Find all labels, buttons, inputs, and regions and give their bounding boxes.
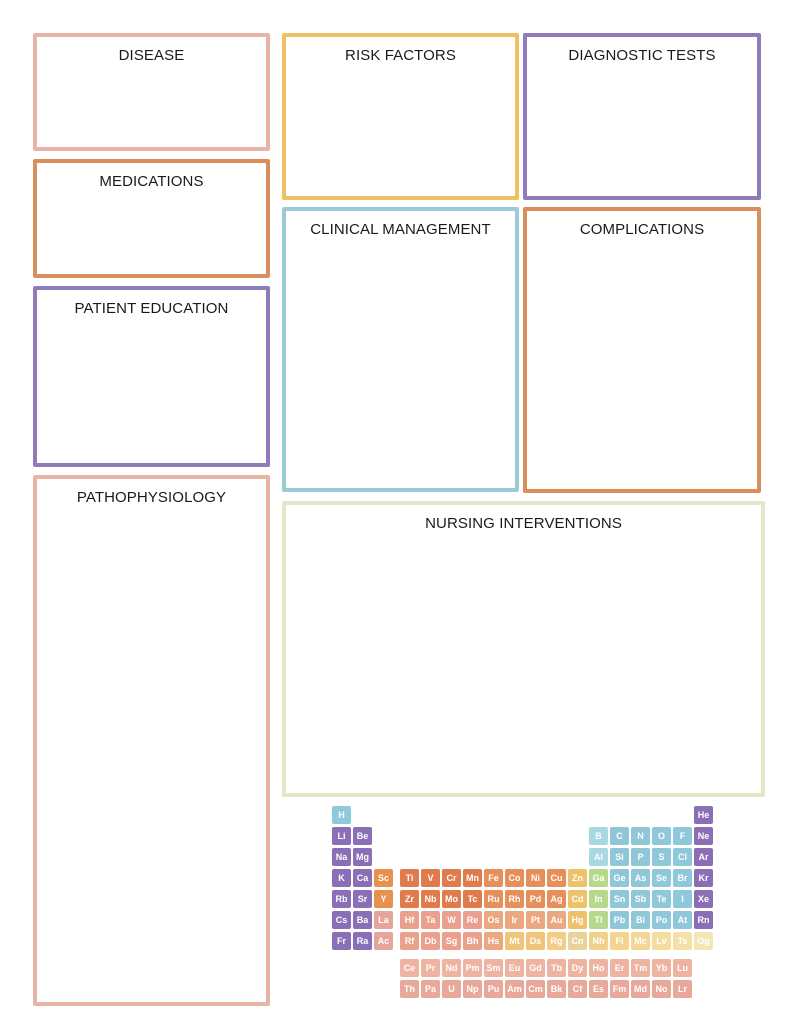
element-cell-at: At bbox=[673, 911, 692, 929]
element-cell-as: As bbox=[631, 869, 650, 887]
element-cell-lv: Lv bbox=[652, 932, 671, 950]
element-cell-o: O bbox=[652, 827, 671, 845]
element-cell-in: In bbox=[589, 890, 608, 908]
element-cell-cf: Cf bbox=[568, 980, 587, 998]
element-cell-rn: Rn bbox=[694, 911, 713, 929]
element-cell-np: Np bbox=[463, 980, 482, 998]
element-cell-md: Md bbox=[631, 980, 650, 998]
element-cell-br: Br bbox=[673, 869, 692, 887]
element-cell-ge: Ge bbox=[610, 869, 629, 887]
element-cell-mc: Mc bbox=[631, 932, 650, 950]
element-cell-os: Os bbox=[484, 911, 503, 929]
element-cell-he: He bbox=[694, 806, 713, 824]
element-cell-rf: Rf bbox=[400, 932, 419, 950]
element-cell-se: Se bbox=[652, 869, 671, 887]
element-cell-db: Db bbox=[421, 932, 440, 950]
element-cell-rb: Rb bbox=[332, 890, 351, 908]
element-cell-tb: Tb bbox=[547, 959, 566, 977]
element-cell-co: Co bbox=[505, 869, 524, 887]
element-cell-xe: Xe bbox=[694, 890, 713, 908]
element-cell-sr: Sr bbox=[353, 890, 372, 908]
diagnostic-tests-box bbox=[523, 33, 761, 200]
element-cell-rh: Rh bbox=[505, 890, 524, 908]
element-cell-ar: Ar bbox=[694, 848, 713, 866]
element-cell-ra: Ra bbox=[353, 932, 372, 950]
element-cell-tl: Tl bbox=[589, 911, 608, 929]
element-cell-sb: Sb bbox=[631, 890, 650, 908]
element-cell-nb: Nb bbox=[421, 890, 440, 908]
element-cell-lu: Lu bbox=[673, 959, 692, 977]
element-cell-b: B bbox=[589, 827, 608, 845]
risk-factors-heading: RISK FACTORS bbox=[345, 47, 456, 64]
element-cell-u: U bbox=[442, 980, 461, 998]
element-cell-fe: Fe bbox=[484, 869, 503, 887]
element-cell-th: Th bbox=[400, 980, 419, 998]
medications-box bbox=[33, 159, 270, 278]
element-cell-ne: Ne bbox=[694, 827, 713, 845]
element-cell-be: Be bbox=[353, 827, 372, 845]
element-cell-no: No bbox=[652, 980, 671, 998]
element-cell-hf: Hf bbox=[400, 911, 419, 929]
element-cell-es: Es bbox=[589, 980, 608, 998]
diagnostic-tests-heading: DIAGNOSTIC TESTS bbox=[568, 47, 716, 64]
element-cell-ta: Ta bbox=[421, 911, 440, 929]
element-cell-tm: Tm bbox=[631, 959, 650, 977]
element-cell-fr: Fr bbox=[332, 932, 351, 950]
element-cell-cn: Cn bbox=[568, 932, 587, 950]
element-cell-v: V bbox=[421, 869, 440, 887]
complications-heading: COMPLICATIONS bbox=[579, 221, 705, 238]
element-cell-bi: Bi bbox=[631, 911, 650, 929]
element-cell-zn: Zn bbox=[568, 869, 587, 887]
element-cell-mt: Mt bbox=[505, 932, 524, 950]
element-cell-er: Er bbox=[610, 959, 629, 977]
clinical-management-heading: CLINICAL MANAGEMENT bbox=[310, 221, 491, 238]
element-cell-cr: Cr bbox=[442, 869, 461, 887]
element-cell-nd: Nd bbox=[442, 959, 461, 977]
pathophysiology-box bbox=[33, 475, 270, 1006]
element-cell-am: Am bbox=[505, 980, 524, 998]
element-cell-ac: Ac bbox=[374, 932, 393, 950]
element-cell-sg: Sg bbox=[442, 932, 461, 950]
element-cell-cd: Cd bbox=[568, 890, 587, 908]
disease-heading: DISEASE bbox=[118, 47, 185, 64]
element-cell-mo: Mo bbox=[442, 890, 461, 908]
element-cell-fm: Fm bbox=[610, 980, 629, 998]
element-cell-hs: Hs bbox=[484, 932, 503, 950]
nursing-interventions-heading: NURSING INTERVENTIONS bbox=[425, 515, 622, 532]
element-cell-pd: Pd bbox=[526, 890, 545, 908]
risk-factors-box bbox=[282, 33, 519, 200]
element-cell-po: Po bbox=[652, 911, 671, 929]
element-cell-ca: Ca bbox=[353, 869, 372, 887]
element-cell-bh: Bh bbox=[463, 932, 482, 950]
element-cell-pb: Pb bbox=[610, 911, 629, 929]
element-cell-ti: Ti bbox=[400, 869, 419, 887]
patient-education-heading: PATIENT EDUCATION bbox=[74, 300, 229, 317]
element-cell-pm: Pm bbox=[463, 959, 482, 977]
element-cell-n: N bbox=[631, 827, 650, 845]
element-cell-pt: Pt bbox=[526, 911, 545, 929]
patient-education-box bbox=[33, 286, 270, 467]
element-cell-h: H bbox=[332, 806, 351, 824]
complications-box bbox=[523, 207, 761, 493]
element-cell-al: Al bbox=[589, 848, 608, 866]
element-cell-hg: Hg bbox=[568, 911, 587, 929]
element-cell-si: Si bbox=[610, 848, 629, 866]
medications-heading: MEDICATIONS bbox=[99, 173, 204, 190]
element-cell-ts: Ts bbox=[673, 932, 692, 950]
element-cell-tc: Tc bbox=[463, 890, 482, 908]
nursing-interventions-box bbox=[282, 501, 765, 797]
disease-box bbox=[33, 33, 270, 151]
element-cell-og: Og bbox=[694, 932, 713, 950]
element-cell-ce: Ce bbox=[400, 959, 419, 977]
element-cell-pu: Pu bbox=[484, 980, 503, 998]
element-cell-la: La bbox=[374, 911, 393, 929]
pathophysiology-heading: PATHOPHYSIOLOGY bbox=[76, 489, 227, 506]
element-cell-ag: Ag bbox=[547, 890, 566, 908]
element-cell-cs: Cs bbox=[332, 911, 351, 929]
element-cell-au: Au bbox=[547, 911, 566, 929]
element-cell-mg: Mg bbox=[353, 848, 372, 866]
element-cell-cu: Cu bbox=[547, 869, 566, 887]
element-cell-dy: Dy bbox=[568, 959, 587, 977]
element-cell-sm: Sm bbox=[484, 959, 503, 977]
element-cell-sc: Sc bbox=[374, 869, 393, 887]
element-cell-ni: Ni bbox=[526, 869, 545, 887]
element-cell-c: C bbox=[610, 827, 629, 845]
element-cell-ho: Ho bbox=[589, 959, 608, 977]
element-cell-cl: Cl bbox=[673, 848, 692, 866]
periodic-table-decoration bbox=[332, 806, 722, 1006]
element-cell-kr: Kr bbox=[694, 869, 713, 887]
element-cell-mn: Mn bbox=[463, 869, 482, 887]
element-cell-fl: Fl bbox=[610, 932, 629, 950]
element-cell-lr: Lr bbox=[673, 980, 692, 998]
element-cell-f: F bbox=[673, 827, 692, 845]
element-cell-p: P bbox=[631, 848, 650, 866]
element-cell-pa: Pa bbox=[421, 980, 440, 998]
element-cell-rg: Rg bbox=[547, 932, 566, 950]
element-cell-ru: Ru bbox=[484, 890, 503, 908]
element-cell-ir: Ir bbox=[505, 911, 524, 929]
element-cell-w: W bbox=[442, 911, 461, 929]
element-cell-cm: Cm bbox=[526, 980, 545, 998]
element-cell-k: K bbox=[332, 869, 351, 887]
element-cell-yb: Yb bbox=[652, 959, 671, 977]
element-cell-nh: Nh bbox=[589, 932, 608, 950]
element-cell-na: Na bbox=[332, 848, 351, 866]
element-cell-sn: Sn bbox=[610, 890, 629, 908]
element-cell-y: Y bbox=[374, 890, 393, 908]
element-cell-i: I bbox=[673, 890, 692, 908]
clinical-management-box bbox=[282, 207, 519, 492]
element-cell-bk: Bk bbox=[547, 980, 566, 998]
element-cell-ga: Ga bbox=[589, 869, 608, 887]
element-cell-eu: Eu bbox=[505, 959, 524, 977]
element-cell-zr: Zr bbox=[400, 890, 419, 908]
element-cell-gd: Gd bbox=[526, 959, 545, 977]
element-cell-ds: Ds bbox=[526, 932, 545, 950]
element-cell-ba: Ba bbox=[353, 911, 372, 929]
element-cell-s: S bbox=[652, 848, 671, 866]
element-cell-li: Li bbox=[332, 827, 351, 845]
element-cell-pr: Pr bbox=[421, 959, 440, 977]
element-cell-te: Te bbox=[652, 890, 671, 908]
element-cell-re: Re bbox=[463, 911, 482, 929]
